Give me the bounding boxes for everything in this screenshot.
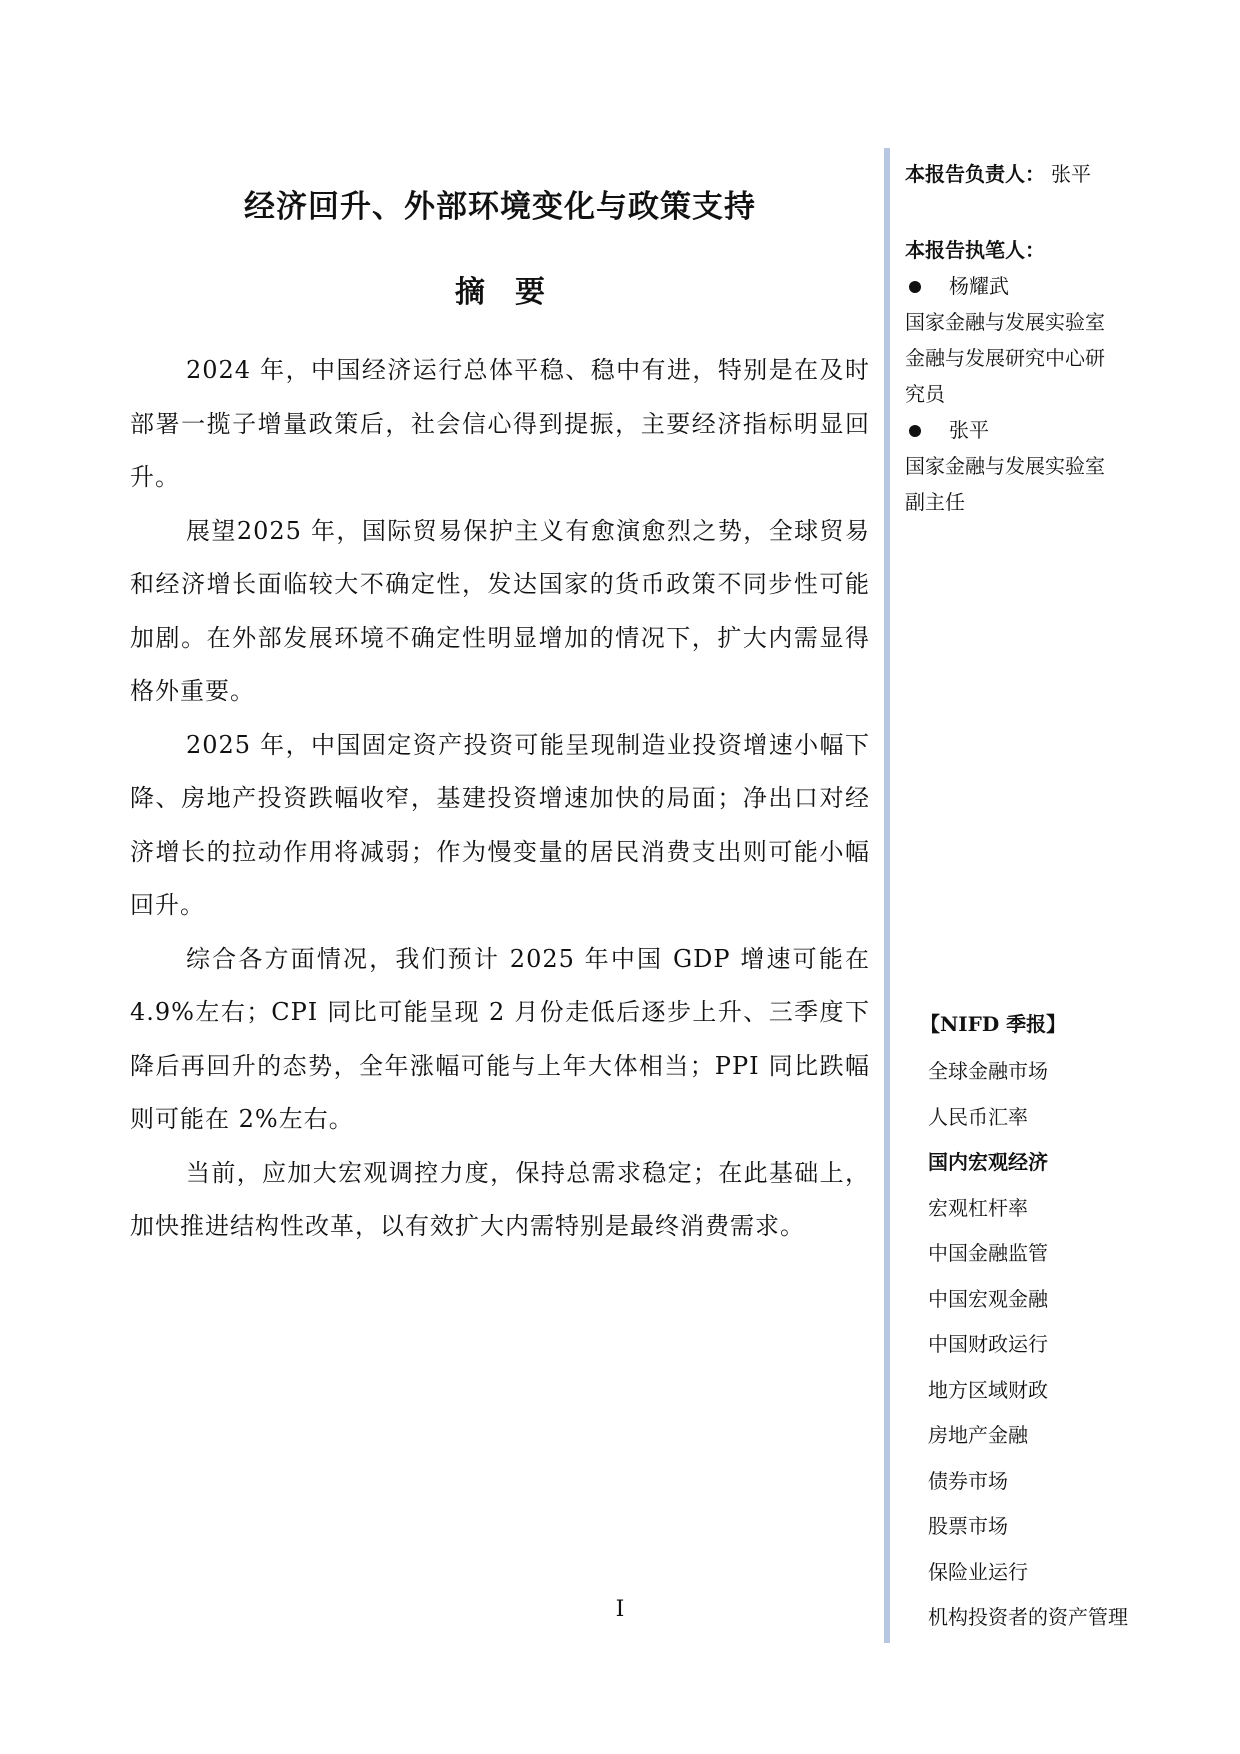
author-affiliation: 国家金融与发展实验室	[905, 454, 1105, 478]
series-item: 中国宏观金融	[928, 1286, 1048, 1311]
author-entry	[905, 268, 1235, 304]
abstract-heading: 摘要	[455, 275, 575, 310]
author-name: 杨耀武	[949, 274, 1009, 298]
responsible-name: 张平	[1051, 162, 1091, 186]
series-item: 中国财政运行	[928, 1332, 1048, 1356]
responsible-label: 本报告负责人：	[905, 162, 1045, 186]
page-number: I	[615, 1597, 625, 1622]
author-affiliation: 国家金融与发展实验室	[905, 310, 1105, 334]
bullet-icon	[909, 281, 921, 293]
abstract-paragraph: 综合各方面情况，我们预计 2025 年中国 GDP 增速可能在 4.9%左右；CPI 同比可能呈现 2 月份走低后逐步上升、三季度下降后再回升的态势，全年涨幅可能与上年大体相当；PPI 同比跌幅则可能在 2%左右。	[130, 944, 870, 1133]
series-item: 全球金融市场	[928, 1059, 1048, 1083]
series-item: 股票市场	[928, 1514, 1008, 1538]
series-item: 保险业运行	[928, 1559, 1028, 1584]
abstract-paragraph: 2024 年，中国经济运行总体平稳、稳中有进，特别是在及时部署一揽子增量政策后，社会信心得到提振，主要经济指标明显回升。	[130, 356, 870, 491]
series-item: 房地产金融	[928, 1423, 1028, 1447]
series-item: 地方区域财政	[928, 1377, 1048, 1402]
authors-sidebar	[905, 156, 1235, 520]
abstract-body	[130, 344, 870, 1254]
author-affiliation: 金融与发展研究中心研	[905, 346, 1105, 370]
main-column	[130, 170, 870, 1254]
report-title: 经济回升、外部环境变化与政策支持	[244, 189, 756, 225]
series-item: 宏观杠杆率	[928, 1195, 1028, 1220]
bullet-icon	[909, 425, 921, 437]
nifd-series-list	[920, 1002, 1220, 1641]
series-item: 中国金融监管	[928, 1241, 1048, 1265]
series-item: 债券市场	[928, 1468, 1008, 1493]
author-entry	[905, 412, 1235, 448]
series-item: 机构投资者的资产管理	[928, 1605, 1128, 1629]
responsible-person	[905, 156, 1235, 192]
authors-label: 本报告执笔人：	[905, 238, 1045, 262]
author-affiliation: 究员	[905, 382, 945, 406]
abstract-paragraph: 当前，应加大宏观调控力度，保持总需求稳定；在此基础上，加快推进结构性改革，以有效扩大内需特别是最终消费需求。	[130, 1158, 870, 1240]
abstract-paragraph: 展望2025 年，国际贸易保护主义有愈演愈烈之势，全球贸易和经济增长面临较大不确定性，发达国家的货币政策不同步性可能加剧。在外部发展环境不确定性明显增加的情况下，扩大内需显得格外重要。	[130, 516, 870, 705]
abstract-paragraph: 2025 年，中国固定资产投资可能呈现制造业投资增速小幅下降、房地产投资跌幅收窄，基建投资增速加快的局面；净出口对经济增长的拉动作用将减弱；作为慢变量的居民消费支出则可能小幅回升。	[130, 730, 870, 919]
column-divider	[884, 148, 890, 1643]
series-item-current: 国内宏观经济	[928, 1150, 1048, 1174]
series-item: 人民币汇率	[928, 1104, 1028, 1129]
authors-block	[905, 232, 1235, 520]
series-heading: 【NIFD 季报】	[920, 1012, 1067, 1036]
author-affiliation: 副主任	[905, 490, 965, 514]
author-name: 张平	[949, 418, 989, 442]
